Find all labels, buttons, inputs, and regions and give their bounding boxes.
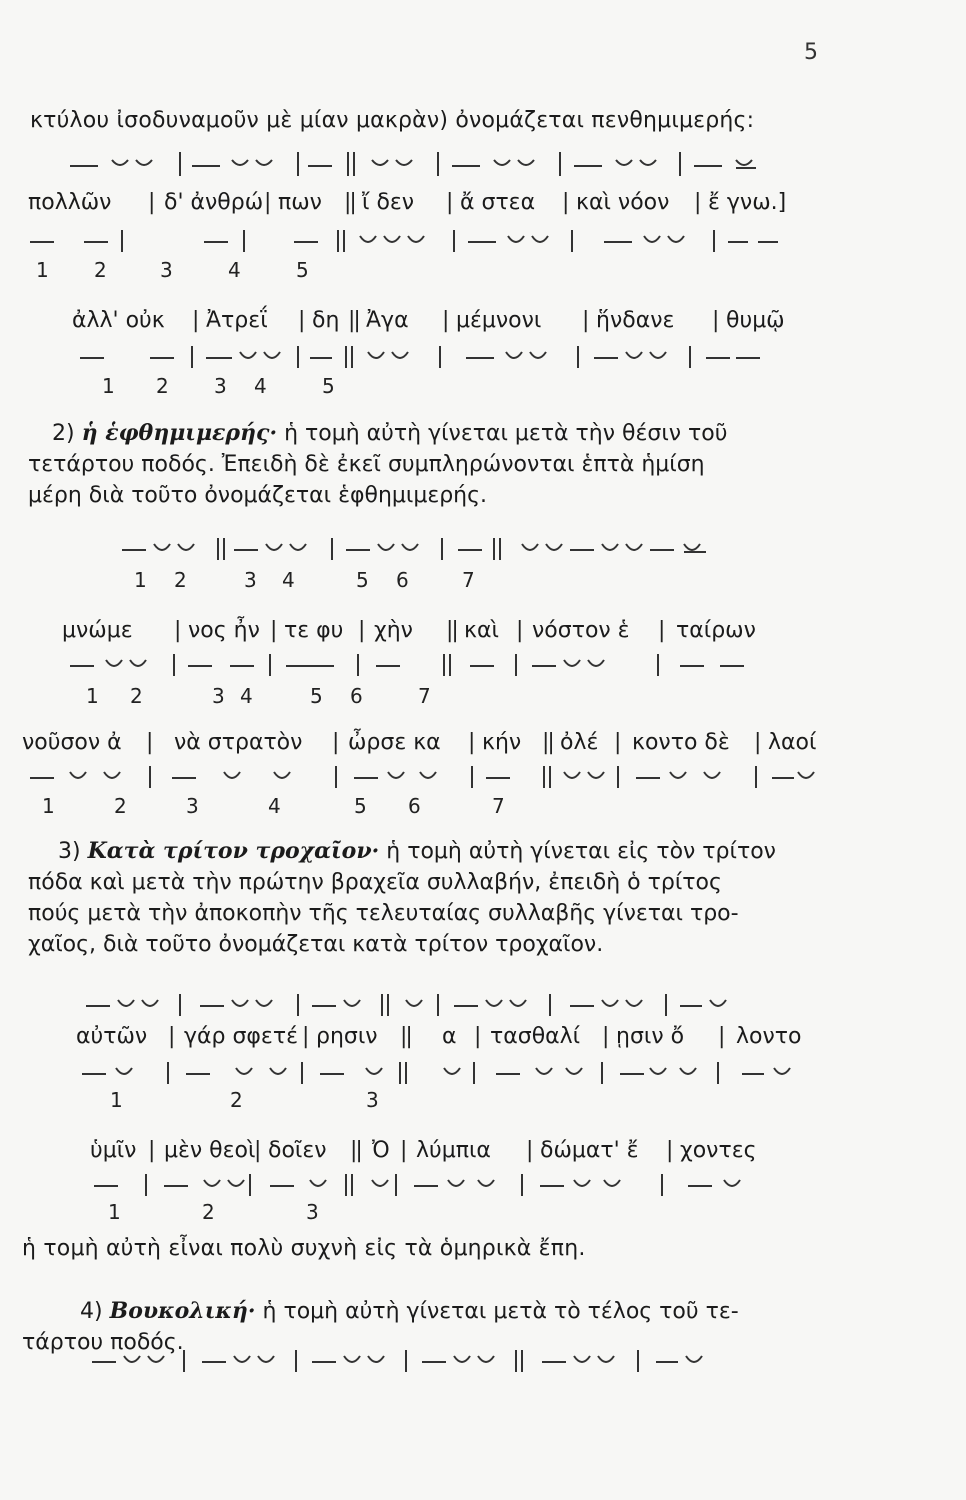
foot-number: 2	[94, 258, 107, 282]
foot-number: 6	[350, 684, 363, 708]
verse-word: τε φυ	[284, 618, 344, 643]
meter-marks-svg	[76, 1058, 816, 1088]
foot-number: 4	[240, 684, 253, 708]
caesura-mark: ||	[446, 618, 457, 643]
metrical-scheme	[24, 762, 824, 796]
metrical-scheme	[118, 534, 738, 568]
verse-word: θυμῷ	[726, 308, 785, 333]
verse-word: ἴ δεν	[362, 190, 415, 215]
caesura-mark: ||	[344, 190, 355, 215]
foot-number: 6	[396, 568, 409, 592]
foot-number: 5	[322, 374, 335, 398]
foot-number: 2	[202, 1200, 215, 1224]
foot-divider: |	[658, 618, 666, 643]
foot-number: 2	[230, 1088, 243, 1112]
meter-marks-svg	[70, 342, 790, 372]
foot-number: 7	[462, 568, 475, 592]
verse-word: χὴν	[374, 618, 413, 643]
verse-line-6	[90, 1138, 930, 1168]
verse-word: πων	[278, 190, 322, 215]
verse-word: καὶ	[464, 618, 499, 643]
verse-word: νόστον ἑ	[532, 618, 630, 643]
paragraph-line: πόδα καὶ μετὰ τὴν πρώτην βραχεῖα συλλαβήν, ἐπειδὴ ὁ τρίτος	[28, 870, 722, 895]
metrical-scheme	[76, 1058, 816, 1092]
verse-word: πολλῶν	[28, 190, 112, 215]
foot-divider: |	[174, 618, 182, 643]
foot-number: 4	[228, 258, 241, 282]
paragraph-line: ἡ τομὴ αὐτὴ γίνεται εἰς τὸν τρίτον	[386, 839, 776, 864]
metrical-scheme	[86, 1346, 726, 1380]
verse-word: λοντο	[736, 1024, 802, 1049]
section-number: 4)	[80, 1299, 103, 1324]
verse-word: νὰ στρατὸν	[174, 730, 303, 755]
foot-numbers	[42, 794, 522, 820]
verse-word: ὀλέ	[560, 730, 599, 755]
foot-divider: |	[270, 618, 278, 643]
foot-number: 1	[36, 258, 49, 282]
verse-word: ὦρσε κα	[348, 730, 441, 755]
foot-divider: |	[516, 618, 524, 643]
page-number: 5	[804, 40, 818, 65]
foot-number: 2	[156, 374, 169, 398]
meter-marks-svg	[60, 148, 780, 182]
foot-divider: |	[148, 1138, 156, 1163]
section-heading: Κατὰ τρίτον τροχαῖον·	[87, 838, 380, 864]
verse-word: λαοί	[768, 730, 817, 755]
section-3-paragraph	[28, 836, 938, 960]
section-number: 3)	[58, 839, 81, 864]
foot-divider: |	[302, 1024, 310, 1049]
foot-number: 5	[354, 794, 367, 818]
foot-divider: |	[468, 730, 476, 755]
foot-divider: |	[192, 308, 200, 333]
paragraph-line: ἡ τομὴ αὐτὴ γίνεται μετὰ τὸ τέλος τοῦ τε-	[262, 1299, 739, 1324]
verse-word: τασθαλί	[490, 1024, 581, 1049]
foot-divider: |	[400, 1138, 408, 1163]
metrical-scheme	[60, 650, 780, 684]
verse-word: δη	[312, 308, 340, 333]
foot-number: 5	[356, 568, 369, 592]
section-2-paragraph	[28, 418, 928, 511]
verse-line-1	[28, 190, 928, 220]
foot-number: 1	[102, 374, 115, 398]
foot-number: 3	[366, 1088, 379, 1112]
metrical-scheme	[24, 226, 784, 260]
foot-divider: |	[264, 190, 272, 215]
foot-numbers	[96, 374, 396, 400]
meter-marks-svg	[118, 534, 738, 564]
metrical-scheme	[88, 1170, 788, 1204]
verse-word: κοντο δὲ	[632, 730, 730, 755]
metrical-scheme	[80, 990, 740, 1024]
section-heading: Βουκολική·	[109, 1298, 256, 1324]
paragraph-line: πούς μετὰ τὴν ἀποκοπὴν τῆς τελευταίας συλλαβῆς γίνεται τρο-	[28, 901, 739, 926]
verse-word: α	[442, 1024, 457, 1049]
verse-word: αὐτῶν	[76, 1024, 148, 1049]
foot-divider: |	[446, 190, 454, 215]
foot-divider: |	[146, 730, 154, 755]
verse-word: χοντες	[680, 1138, 757, 1163]
foot-divider: |	[298, 308, 306, 333]
foot-number: 6	[408, 794, 421, 818]
foot-numbers	[110, 1088, 410, 1114]
verse-word: Ὀ	[372, 1138, 390, 1163]
foot-number: 2	[130, 684, 143, 708]
paragraph-line: μέρη διὰ τοῦτο ὀνομάζεται ἑφθημιμερής.	[28, 483, 488, 508]
foot-divider: |	[718, 1024, 726, 1049]
foot-divider: |	[148, 190, 156, 215]
foot-number: 4	[254, 374, 267, 398]
metrical-scheme	[70, 342, 790, 376]
foot-number: 3	[214, 374, 227, 398]
foot-divider: |	[254, 1138, 262, 1163]
verse-word: ἄ στεα	[460, 190, 536, 215]
foot-divider: |	[602, 1024, 610, 1049]
verse-word: ἀλλ' οὐκ	[72, 308, 165, 333]
foot-divider: |	[614, 730, 622, 755]
foot-number: 2	[174, 568, 187, 592]
section-heading: ἡ ἑφθημιμερής·	[81, 420, 278, 446]
verse-word: Ἀγα	[366, 308, 409, 333]
verse-word: ἔ γνω.]	[708, 190, 787, 215]
verse-word: μὲν θεοὶ	[164, 1138, 256, 1163]
foot-number: 3	[160, 258, 173, 282]
meter-marks-svg	[80, 990, 740, 1020]
foot-divider: |	[474, 1024, 482, 1049]
verse-word: Ἀτρεΐ	[206, 308, 268, 333]
verse-line-4	[22, 730, 932, 760]
verse-word: ταίρων	[676, 618, 756, 643]
foot-numbers	[86, 684, 466, 710]
verse-word: δοῖεν	[268, 1138, 327, 1163]
foot-divider: |	[442, 308, 450, 333]
foot-number: 1	[86, 684, 99, 708]
caesura-mark: ||	[542, 730, 553, 755]
foot-number: 7	[492, 794, 505, 818]
foot-divider: |	[168, 1024, 176, 1049]
foot-divider: |	[562, 190, 570, 215]
foot-divider: |	[712, 308, 720, 333]
verse-word: ἥνδανε	[596, 308, 675, 333]
verse-word: δώματ' ἔ	[540, 1138, 639, 1163]
metrical-scheme	[60, 148, 780, 182]
meter-marks-svg	[60, 650, 780, 680]
foot-number: 1	[110, 1088, 123, 1112]
closing-sentence: ἡ τομὴ αὐτὴ εἶναι πολὺ συχνὴ εἰς τὰ ὁμηρικὰ ἔπη.	[22, 1236, 586, 1261]
foot-number: 2	[114, 794, 127, 818]
verse-word: καὶ νόον	[576, 190, 670, 215]
verse-word: γάρ σφετέ	[184, 1024, 298, 1049]
foot-divider: |	[358, 618, 366, 643]
section-number: 2)	[52, 421, 75, 446]
foot-number: 3	[186, 794, 199, 818]
caesura-mark: ||	[400, 1024, 411, 1049]
foot-number: 5	[296, 258, 309, 282]
foot-divider: |	[582, 308, 590, 333]
foot-divider: |	[754, 730, 762, 755]
foot-numbers	[108, 1200, 368, 1226]
meter-marks-svg	[24, 762, 824, 792]
verse-word: κήν	[482, 730, 522, 755]
foot-number: 4	[268, 794, 281, 818]
foot-number: 5	[310, 684, 323, 708]
meter-marks-svg	[88, 1170, 788, 1200]
foot-number: 3	[306, 1200, 319, 1224]
verse-word: νοῦσον ἀ	[22, 730, 122, 755]
verse-line-2	[72, 308, 932, 338]
verse-word: ὑμῖν	[90, 1138, 137, 1163]
paragraph-line: τετάρτου ποδός. Ἐπειδὴ δὲ ἐκεῖ συμπληρώνονται ἑπτὰ ἡμίση	[28, 452, 705, 477]
verse-word: δ' ἀνθρώ	[164, 190, 264, 215]
paragraph-line: ἡ τομὴ αὐτὴ γίνεται μετὰ τὴν θέσιν τοῦ	[284, 421, 728, 446]
meter-marks-svg	[24, 226, 784, 256]
foot-divider: |	[526, 1138, 534, 1163]
verse-line-3	[62, 618, 922, 648]
paragraph-line: χαῖος, διὰ τοῦτο ὀνομάζεται κατὰ τρίτον τροχαῖον.	[28, 932, 604, 957]
verse-word: ῃσιν ὄ	[616, 1024, 685, 1049]
foot-number: 1	[108, 1200, 121, 1224]
meter-marks-svg	[86, 1346, 726, 1376]
foot-number: 4	[282, 568, 295, 592]
caesura-mark: ||	[350, 1138, 361, 1163]
verse-word: μνώμε	[62, 618, 133, 643]
verse-word: νος ἦν	[188, 618, 260, 643]
foot-number: 3	[244, 568, 257, 592]
foot-number: 1	[134, 568, 147, 592]
verse-line-5	[76, 1024, 936, 1054]
paragraph-line: τάρτου ποδός.	[22, 1330, 184, 1355]
verse-word: ρησιν	[316, 1024, 378, 1049]
foot-numbers	[30, 258, 430, 284]
foot-divider: |	[666, 1138, 674, 1163]
verse-word: μέμνονι	[456, 308, 542, 333]
foot-divider: |	[694, 190, 702, 215]
caesura-mark: ||	[348, 308, 359, 333]
foot-divider: |	[332, 730, 340, 755]
foot-number: 3	[212, 684, 225, 708]
scheme-numbers	[134, 568, 514, 594]
foot-number: 7	[418, 684, 431, 708]
foot-number: 1	[42, 794, 55, 818]
verse-word: λύμπια	[416, 1138, 491, 1163]
intro-line: κτύλου ἰσοδυναμοῦν μὲ μίαν μακρὰν) ὀνομάζεται πενθημιμερής:	[30, 108, 755, 133]
